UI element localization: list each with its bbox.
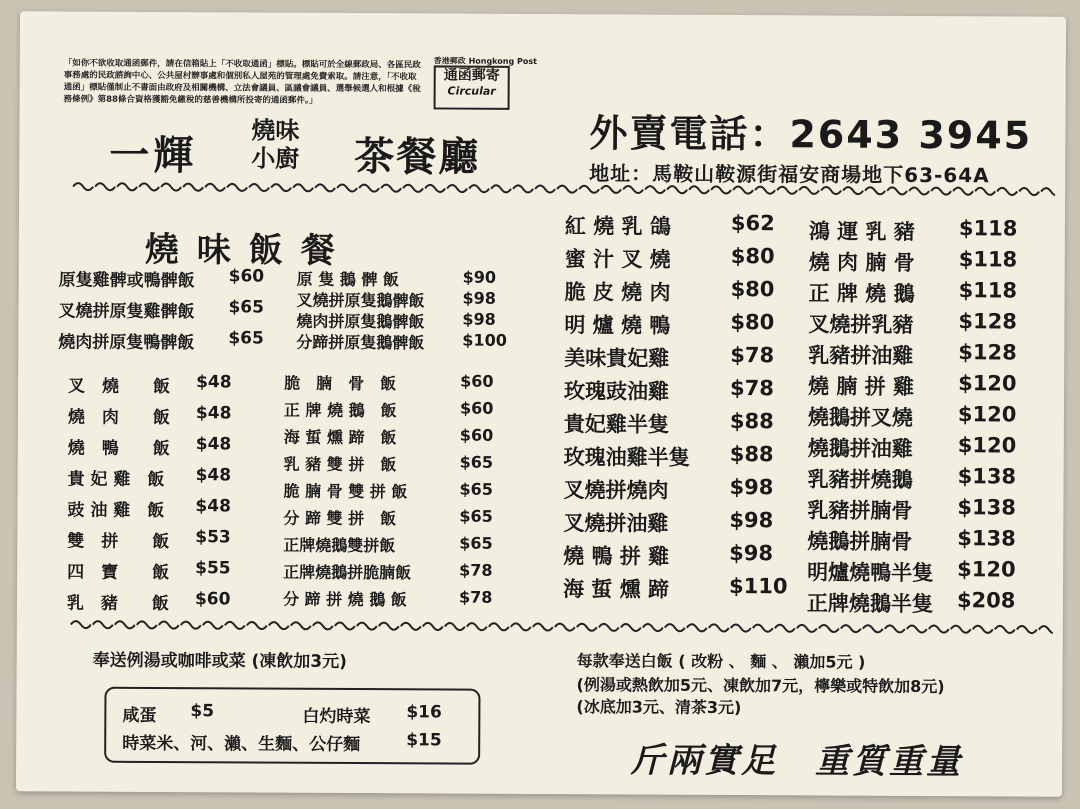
menu-item — [564, 243, 775, 274]
wave-segment — [359, 185, 379, 192]
wave-segment — [181, 622, 201, 629]
wave-segment — [1017, 626, 1037, 633]
wave-segment — [951, 626, 971, 633]
wave-segment — [511, 623, 531, 630]
wave-divider-bottom — [65, 618, 1053, 637]
wave-segment — [535, 185, 555, 192]
wave-segment — [797, 625, 817, 632]
menu-item-price: $120 — [957, 557, 1016, 582]
menu-item-price: $88 — [729, 441, 774, 467]
drink-note: (例湯或熱飲加5元、凍飲加7元，檸樂或特飲加8元) — [576, 675, 945, 697]
menu-item — [283, 398, 494, 422]
wave-segment — [709, 624, 729, 631]
wave-segment — [533, 623, 553, 630]
postal-label: 香港郵政 Hongkong Post — [433, 56, 537, 66]
menu-item-name: 乳 豬 飯 — [66, 593, 169, 615]
menu-item-price: $55 — [195, 558, 231, 579]
menu-item-name: 燒 鴨 拼 雞 — [563, 544, 670, 569]
delivery-phone: 外賣電話：2643 3945 — [589, 111, 1033, 158]
menu-item-price: $65 — [459, 506, 493, 526]
menu-item-name: 海 蜇 燻 蹄 飯 — [283, 427, 397, 448]
menu-item-name: 燒 肉 腩 骨 — [808, 250, 915, 275]
wave-segment — [865, 187, 885, 194]
soup-note: 奉送例湯或咖啡或菜 (凍飲加3元) — [92, 650, 347, 672]
wave-segment — [863, 625, 883, 632]
menu-item-price: $100 — [462, 330, 507, 350]
menu-item — [283, 452, 494, 476]
wave-segment — [205, 184, 225, 191]
menu-item-price: $65 — [459, 452, 494, 472]
wave-segment — [95, 183, 115, 190]
wave-segment — [689, 186, 709, 193]
wave-segment — [469, 185, 489, 192]
wave-segment — [885, 625, 905, 632]
menu-item-price: $88 — [729, 408, 774, 434]
rice-note: 每款奉送白飯 ( 改粉 、 麵 、 瀨加5元 ) — [576, 651, 866, 672]
menu-item-price: $138 — [957, 464, 1017, 489]
wave-segment — [401, 623, 421, 630]
wave-segment — [335, 622, 355, 629]
menu-item — [58, 296, 265, 323]
menu-item-name: 燒 肉 飯 — [67, 407, 170, 429]
wave-segment — [821, 187, 841, 194]
menu-item-name: 叉燒拼原隻鵝髀飯 — [296, 290, 425, 311]
menu-item — [808, 370, 1017, 401]
menu-item-name: 脆 腩 骨 雙 拼 飯 — [283, 481, 408, 502]
menu-item-name: 叉燒拼原隻雞髀飯 — [58, 301, 195, 323]
wave-segment — [93, 621, 113, 628]
menu-item-name: 燒鵝拼腩骨 — [807, 529, 913, 554]
menu-item — [808, 246, 1018, 277]
menu-item-name: 正牌燒鵝半隻 — [806, 591, 934, 617]
menu-item-name: 美味貴妃雞 — [564, 346, 670, 371]
slogan: 斤兩實足 重質重量 — [630, 740, 964, 783]
menu-item-name: 玫瑰油雞半隻 — [563, 445, 690, 470]
menu-item-price: $208 — [956, 588, 1016, 613]
menu-item-name: 叉燒拼燒肉 — [563, 478, 669, 503]
stamp-line2: Circular — [447, 84, 496, 98]
menu-item — [58, 327, 264, 354]
wave-segment — [1041, 188, 1055, 195]
menu-item — [296, 267, 497, 291]
menu-item-price: $80 — [730, 276, 775, 302]
menu-item — [283, 479, 494, 503]
menu-item-price: $120 — [957, 402, 1017, 427]
wave-segment — [445, 623, 465, 630]
wave-segment — [931, 188, 951, 195]
ice-note: (冰底加3元、清茶3元) — [576, 697, 742, 718]
menu-item-name: 燒鵝拼油雞 — [807, 436, 913, 461]
menu-item-price: $98 — [462, 288, 497, 308]
menu-item — [67, 465, 232, 491]
menu-item-name: 燒肉拼原隻鴨髀飯 — [58, 332, 195, 354]
wave-segment — [621, 624, 641, 631]
side-item-egg: 咸蛋 — [122, 705, 157, 726]
menu-item — [564, 276, 775, 307]
wave-segment — [667, 186, 687, 193]
circular-notice: 「如你不欲收取通函郵件，請在信箱貼上「不收取通函」標貼。標貼可於全線郵政局、各區民政事務處的民政諮詢中心、公共屋村辦事處和個別私人屋苑的管理處免費索取。請注意，「不收取通函」標貼僅制止不書面由政府及相關機構、立法會議員、區議會議員、選舉候選人和根據《稅務條例》第88條合資格獲豁免繳稅的慈善機構所投寄的通函郵件。」 — [63, 58, 421, 106]
menu-item-price: $90 — [462, 267, 497, 287]
menu-item — [67, 496, 232, 522]
menu-item-price: $60 — [459, 398, 494, 418]
menu-item-name: 叉燒拼乳豬 — [808, 312, 914, 337]
menu-item-price: $78 — [458, 587, 493, 607]
menu-item-name: 脆 皮 燒 肉 — [564, 280, 671, 305]
wave-segment — [225, 622, 245, 629]
menu-item — [807, 401, 1017, 432]
menu-item-name: 明 爐 燒 鴨 — [564, 313, 671, 338]
shop-type: 茶餐廳 — [354, 133, 481, 181]
wave-segment — [643, 624, 663, 631]
menu-item — [563, 408, 774, 439]
menu-item-name: 鴻 運 乳 豬 — [808, 219, 915, 244]
menu-item-price: $60 — [459, 425, 494, 445]
wave-segment — [665, 624, 685, 631]
menu-item — [807, 556, 1016, 587]
shop-name: 一輝 — [109, 131, 198, 180]
wave-segment — [775, 625, 795, 632]
menu-item-price: $62 — [730, 210, 775, 236]
menu-item — [283, 425, 494, 449]
menu-item-name: 玫瑰豉油雞 — [564, 379, 670, 404]
menu-item-name: 蜜 汁 叉 燒 — [564, 247, 671, 272]
wave-segment — [467, 623, 487, 630]
menu-item-name: 貴妃雞半隻 — [563, 412, 669, 437]
menu-item-name: 正牌燒鵝拼脆腩飯 — [283, 562, 412, 583]
menu-item-name: 紅 燒 乳 鴿 — [564, 214, 671, 239]
menu-item-price: $48 — [195, 434, 232, 455]
menu-item-price: $48 — [195, 403, 232, 424]
menu-item-price: $110 — [728, 573, 788, 599]
wave-segment — [973, 626, 993, 633]
wave-segment — [887, 187, 907, 194]
wave-segment — [953, 188, 973, 195]
wave-segment — [71, 621, 91, 628]
menu-item-name: 乳豬拼腩骨 — [807, 498, 913, 523]
menu-item — [67, 434, 232, 460]
wave-segment — [711, 186, 731, 193]
menu-item-name: 雙 拼 飯 — [67, 531, 170, 553]
wave-segment — [557, 186, 577, 193]
wave-segment — [183, 184, 203, 191]
menu-item-name: 正 牌 燒 鵝 — [808, 281, 915, 306]
side-price-veg: $16 — [406, 702, 442, 723]
wave-segment — [645, 186, 665, 193]
menu-item-price: $60 — [194, 589, 231, 610]
menu-item-name: 明爐燒鴨半隻 — [807, 560, 934, 586]
wave-segment — [843, 187, 863, 194]
menu-item — [283, 533, 493, 557]
menu-item — [564, 210, 775, 241]
menu-item — [808, 215, 1018, 246]
menu-item — [563, 441, 774, 472]
wave-segment — [731, 624, 751, 631]
menu-item-name: 原隻雞髀或鴨髀飯 — [58, 270, 195, 292]
wave-segment — [357, 623, 377, 630]
menu-item-price: $128 — [958, 309, 1017, 334]
wave-segment — [755, 187, 775, 194]
wave-segment — [139, 183, 159, 190]
menu-item-name: 分 蹄 拼 燒 鵝 飯 — [282, 589, 407, 610]
menu-item — [564, 375, 774, 406]
sides-box — [104, 687, 480, 765]
menu-item-name: 分蹄拼原隻鵝髀飯 — [296, 332, 425, 353]
wave-segment — [1019, 188, 1039, 195]
menu-item — [563, 540, 774, 571]
wave-segment — [403, 185, 423, 192]
wave-segment — [555, 624, 575, 631]
menu-item — [808, 277, 1018, 308]
menu-item-price: $53 — [195, 527, 231, 548]
wave-segment — [929, 626, 949, 633]
menu-item — [806, 587, 1016, 618]
menu-item-price: $120 — [957, 433, 1017, 458]
wave-segment — [337, 184, 357, 191]
wave-segment — [777, 187, 797, 194]
menu-item-price: $118 — [958, 278, 1018, 303]
wave-segment — [381, 185, 401, 192]
menu-item-price: $65 — [228, 297, 265, 318]
shop-subtitle-2: 小廚 — [251, 143, 300, 173]
menu-item-name: 正牌燒鵝雙拼飯 — [283, 535, 396, 556]
wave-segment — [137, 621, 157, 628]
wave-segment — [425, 185, 445, 192]
menu-item-name: 叉燒拼油雞 — [563, 511, 669, 536]
wave-segment — [161, 184, 181, 191]
wave-segment — [269, 622, 289, 629]
section-title: 燒味飯餐 — [144, 229, 353, 272]
menu-item — [66, 589, 231, 615]
menu-item — [563, 507, 774, 538]
shop-address: 地址：馬鞍山鞍源街福安商場地下63-64A — [589, 161, 990, 188]
menu-item-price: $48 — [196, 372, 232, 393]
menu-item-price: $65 — [459, 533, 493, 553]
menu-item-price: $78 — [459, 560, 493, 580]
menu-item — [283, 560, 493, 584]
menu-item-price: $80 — [730, 243, 775, 269]
wave-segment — [1039, 626, 1053, 633]
menu-item-name: 燒 鴨 飯 — [67, 438, 170, 460]
wave-segment — [841, 625, 861, 632]
wave-segment — [579, 186, 599, 193]
wave-segment — [995, 626, 1015, 633]
menu-item-price: $128 — [958, 340, 1017, 365]
menu-item — [807, 463, 1017, 494]
wave-segment — [227, 184, 247, 191]
menu-item-name: 燒鵝拼叉燒 — [807, 405, 913, 430]
wave-segment — [909, 187, 929, 194]
menu-item-price: $65 — [228, 328, 264, 349]
wave-segment — [203, 622, 223, 629]
menu-item — [67, 558, 231, 584]
wave-segment — [577, 624, 597, 631]
side-price-egg: $5 — [190, 701, 215, 722]
menu-item-price: $98 — [729, 474, 774, 500]
menu-item — [564, 342, 775, 373]
menu-item-name: 海 蜇 燻 蹄 — [562, 577, 670, 602]
wave-segment — [733, 187, 753, 194]
menu-item-name: 乳豬拼燒鵝 — [807, 467, 913, 492]
menu-item-price: $98 — [462, 309, 496, 329]
menu-item — [808, 339, 1017, 370]
menu-item-price: $60 — [460, 371, 494, 391]
menu-item-name: 脆 腩 骨 飯 — [284, 373, 397, 394]
shop-subtitle — [251, 116, 299, 172]
menu-item-price: $98 — [729, 540, 774, 566]
menu-item — [67, 403, 232, 429]
wave-segment — [687, 624, 707, 631]
menu-item-name: 乳 豬 雙 拼 飯 — [283, 454, 397, 475]
menu-item-price: $65 — [459, 479, 494, 499]
menu-item — [58, 265, 265, 292]
menu-item — [807, 494, 1016, 525]
stamp-line1: 通函郵寄 — [443, 67, 500, 84]
menu-item-name: 叉 燒 飯 — [68, 376, 171, 398]
wave-segment — [599, 624, 619, 631]
wave-segment — [291, 622, 311, 629]
menu-item-price: $138 — [957, 526, 1016, 551]
wave-segment — [489, 623, 509, 630]
menu-item-name: 四 寶 飯 — [67, 562, 170, 584]
wave-segment — [423, 623, 443, 630]
menu-item-price: $48 — [195, 496, 232, 517]
menu-item-price: $78 — [730, 342, 775, 368]
menu-item — [807, 525, 1016, 556]
menu-item-name: 貴 妃 雞 飯 — [67, 469, 165, 491]
wave-segment — [293, 184, 313, 191]
wave-segment — [819, 625, 839, 632]
menu-sheet — [16, 11, 1066, 796]
menu-item-name: 分 蹄 雙 拼 飯 — [283, 508, 397, 529]
wave-segment — [623, 186, 643, 193]
menu-item — [284, 371, 494, 395]
wave-segment — [447, 185, 467, 192]
postal-stamp — [434, 65, 510, 109]
menu-item — [283, 506, 493, 530]
menu-item-price: $80 — [730, 309, 775, 335]
side-item-veg: 白灼時菜 — [302, 706, 371, 728]
shop-subtitle-1: 燒味 — [251, 115, 300, 145]
menu-item — [562, 573, 788, 604]
wave-segment — [117, 183, 137, 190]
menu-item-name: 燒肉拼原隻鵝髀飯 — [296, 311, 425, 332]
menu-item-price: $98 — [729, 507, 774, 533]
wave-segment — [115, 621, 135, 628]
menu-item — [564, 309, 775, 340]
menu-item-name: 燒 腩 拼 雞 — [808, 374, 915, 399]
menu-item-price: $120 — [958, 371, 1017, 396]
menu-item-price: $78 — [730, 375, 774, 401]
menu-item — [296, 330, 507, 354]
menu-item-price: $60 — [228, 266, 265, 287]
menu-item-name: 乳豬拼油雞 — [808, 343, 914, 368]
side-price-noodle: $15 — [406, 730, 442, 751]
menu-item-price: $118 — [958, 216, 1018, 241]
wave-segment — [313, 622, 333, 629]
menu-item-price: $48 — [195, 465, 232, 486]
wave-segment — [247, 622, 267, 629]
wave-segment — [491, 185, 511, 192]
wave-segment — [379, 623, 399, 630]
menu-item — [67, 527, 231, 553]
side-item-noodle: 時菜米、河、瀨、生麵、公仔麵 — [122, 733, 361, 756]
wave-segment — [271, 184, 291, 191]
wave-segment — [159, 622, 179, 629]
menu-item — [563, 474, 774, 505]
menu-item-price: $118 — [958, 247, 1018, 272]
menu-item — [807, 432, 1017, 463]
wave-segment — [249, 184, 269, 191]
wave-segment — [975, 188, 995, 195]
menu-item — [68, 372, 232, 398]
wave-segment — [315, 184, 335, 191]
wave-segment — [997, 188, 1017, 195]
menu-item-name: 豉 油 雞 飯 — [67, 500, 165, 522]
menu-item — [282, 587, 493, 611]
wave-segment — [907, 625, 927, 632]
wave-segment — [799, 187, 819, 194]
wave-segment — [601, 186, 621, 193]
menu-item-name: 正 牌 燒 鵝 飯 — [283, 400, 397, 421]
wave-segment — [753, 625, 773, 632]
wave-segment — [73, 183, 93, 190]
menu-item — [808, 308, 1017, 339]
menu-item-name: 原 隻 鵝 髀 飯 — [296, 269, 399, 290]
wave-segment — [513, 185, 533, 192]
menu-item-price: $138 — [957, 495, 1016, 520]
